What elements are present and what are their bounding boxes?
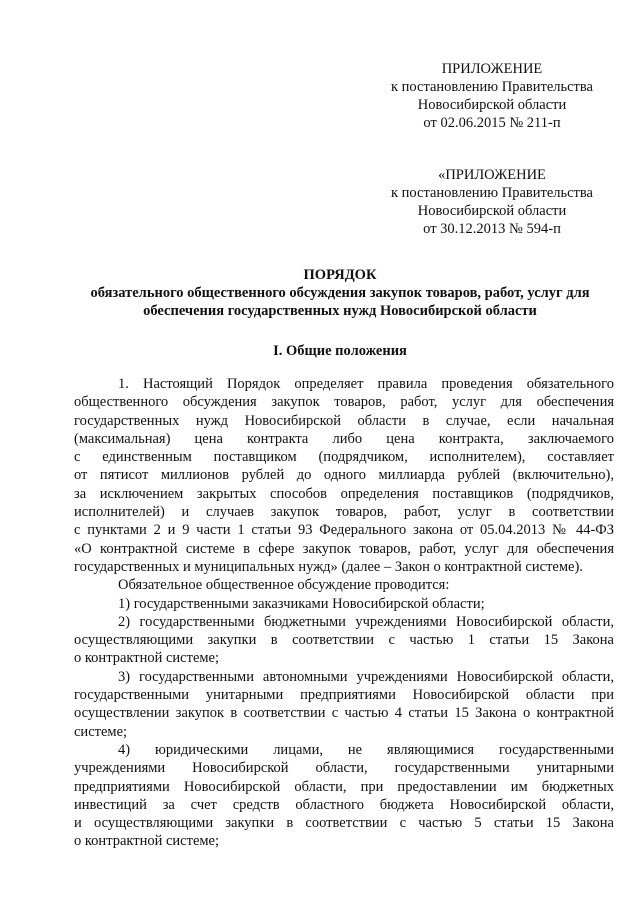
body-line: о контрактной системе; (74, 650, 220, 667)
body-line: общественного обсуждения закупок товаров, работ, услуг для обеспечения (74, 394, 614, 411)
body-line: государственных и муниципальных нужд» (далее – Закон о контрактной системе). (74, 558, 583, 575)
document-title-block (60, 266, 620, 320)
body-line: 2) государственными бюджетными учреждениями Новосибирской области, (118, 613, 614, 630)
annex-previous-line-1: к постановлению Правительства (391, 185, 593, 201)
body-line: Обязательное общественное обсуждение проводится: (118, 577, 450, 594)
annex-current-block (368, 60, 616, 132)
body-line: системе; (74, 723, 128, 740)
body-line: учреждениями Новосибирской области, государственными унитарными (74, 760, 614, 777)
body-line: предприятиями Новосибирской области, при предоставлении им бюджетных (74, 778, 614, 795)
document-subheading-line-2: обеспечения государственных нужд Новосибирской области (143, 303, 537, 319)
document-subheading-line-1: обязательного общественного обсуждения закупок товаров, работ, услуг для (90, 285, 590, 301)
body-line: и осуществляющими закупки в соответствии с частью 5 статьи 15 Закона (74, 815, 614, 832)
body-line: с единственным поставщиком (подрядчиком, исполнителем), составляет (74, 449, 614, 466)
body-line: 4) юридическими лицами, не являющимися государственными (118, 741, 614, 758)
annex-current-line-3: от 02.06.2015 № 211-п (423, 115, 561, 131)
body-line: 1. Настоящий Порядок определяет правила проведения обязательного (118, 376, 614, 392)
body-line: осуществлении закупок в соответствии с частью 4 статьи 15 Закона о контрактной (74, 705, 614, 722)
body-line: о контрактной системе; (74, 833, 220, 850)
body-line: осуществляющими закупки в соответствии с частью 1 статьи 15 Закона (74, 632, 614, 649)
document-heading: ПОРЯДОК (303, 267, 377, 283)
annex-current-title: ПРИЛОЖЕНИЕ (441, 61, 543, 77)
section-title: I. Общие положения (273, 343, 407, 359)
annex-current-line-2: Новосибирской области (417, 97, 567, 113)
body-line: государственными унитарными предприятиями Новосибирской области при (74, 687, 614, 704)
body-line: государственных нужд Новосибирской области в случае, если начальная (74, 412, 614, 429)
annex-current-line-1: к постановлению Правительства (391, 79, 593, 95)
body-line: (максимальная) цена контракта либо цена контракта, заключаемого (74, 430, 614, 447)
annex-previous-title: «ПРИЛОЖЕНИЕ (438, 167, 546, 183)
body-line: «О контрактной системе в сфере закупок товаров, работ, услуг для обеспечения (74, 540, 614, 557)
body-line: от пятисот миллионов рублей до одного миллиарда рублей (включительно), (74, 467, 614, 484)
body-line: исполнителей) и случаев закупок товаров, работ, услуг в соответствии (74, 504, 614, 521)
body-line: инвестиций за счет средств областного бюджета Новосибирской области, (74, 796, 614, 813)
annex-previous-line-2: Новосибирской области (417, 203, 567, 219)
body-line: с пунктами 2 и 9 части 1 статьи 93 Федерального закона от 05.04.2013 № 44-ФЗ (74, 522, 614, 539)
body-line: за исключением закрытых способов определения поставщиков (подрядчиков, (74, 485, 614, 502)
body-line: 1) государственными заказчиками Новосибирской области; (118, 595, 485, 612)
body-line: 3) государственными автономными учреждениями Новосибирской области, (118, 668, 614, 685)
annex-previous-line-3: от 30.12.2013 № 594-п (423, 221, 561, 237)
annex-previous-block (368, 166, 616, 238)
document-body (74, 375, 614, 851)
